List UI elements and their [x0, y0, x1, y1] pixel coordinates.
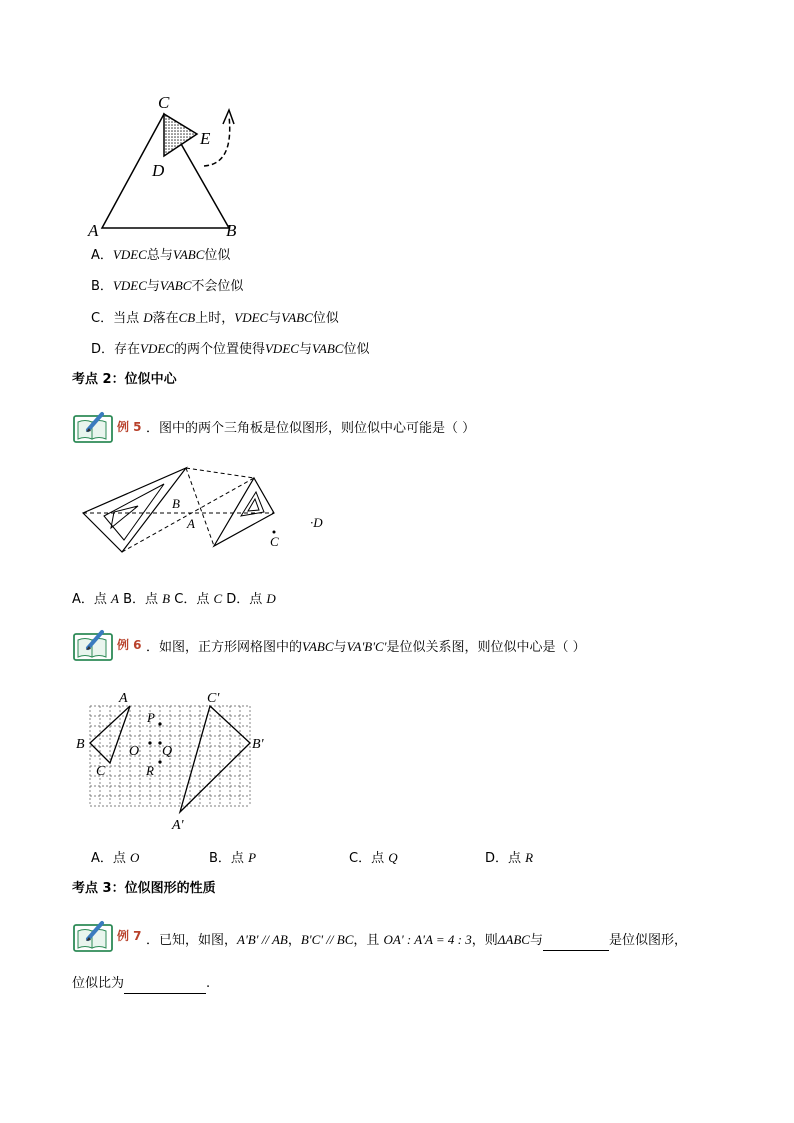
- answer-blank-2[interactable]: [124, 975, 206, 994]
- example-6-tag: 例 6: [117, 638, 142, 652]
- fig5-label-c: C: [270, 534, 279, 549]
- figure-grid: [72, 686, 282, 836]
- example-5-question: ．图中的两个三角板是位似图形，则位似中心可能是（ ）: [146, 421, 476, 436]
- fig5-label-d: ·D: [310, 515, 323, 530]
- example-6-option-b[interactable]: B．点 P: [209, 850, 257, 866]
- option-c[interactable]: C．当点 D落在CB上时，VDEC与VABC位似: [91, 310, 339, 326]
- example-7-line2: 位似比为 .: [72, 975, 210, 994]
- example-6-question: ．如图，正方形网格图中的VABC与VA'B'C'是位似关系图，则位似中心是（ ）: [146, 639, 586, 655]
- fig6-label-c-prime: C': [207, 691, 220, 706]
- label-c: C: [158, 94, 170, 112]
- option-d[interactable]: D．存在VDEC的两个位置使得VDEC与VABC位似: [91, 341, 370, 357]
- label-a: A: [88, 221, 99, 240]
- fig5-label-a: A: [187, 516, 195, 531]
- example-6-option-d[interactable]: D．点 R: [485, 850, 534, 866]
- triangle-dec-shaded: [164, 114, 197, 156]
- example-7-question: ．已知，如图，A'B' // AB，B'C' // BC，且 OA' : A'A = 4 : 3，则ΔABC与 是位似图形，: [146, 931, 687, 951]
- section-2-title: 考点 2：位似中心: [72, 372, 177, 387]
- fig6-label-r: R: [146, 763, 154, 778]
- fig6-label-p: P: [147, 710, 155, 725]
- option-b[interactable]: B．VDEC与VABC不会位似: [91, 278, 244, 294]
- example-5-options[interactable]: A．点 A B．点 B C．点 C D．点 D: [72, 591, 276, 607]
- fig6-label-q: Q: [162, 744, 173, 759]
- label-b: B: [226, 221, 237, 240]
- example-6-option-a[interactable]: A．点 O: [91, 850, 140, 866]
- example-5-tag: 例 5: [117, 420, 142, 434]
- fig5-label-b: B: [172, 496, 180, 511]
- example-7-tag: 例 7: [117, 929, 142, 943]
- option-a[interactable]: A．VDEC总与VABC位似: [91, 247, 231, 263]
- answer-blank-1[interactable]: [543, 932, 609, 951]
- fig6-label-b: B: [76, 737, 85, 752]
- fig6-label-a-prime: A': [172, 818, 184, 833]
- label-e: E: [200, 129, 211, 148]
- label-d: D: [152, 161, 165, 180]
- section-3-title: 考点 3：位似图形的性质: [72, 881, 216, 896]
- fig6-label-b-prime: B': [252, 737, 264, 752]
- figure-rotating-triangle: [84, 94, 254, 242]
- fig6-label-c: C: [96, 764, 106, 779]
- fig6-label-a: A: [119, 691, 128, 706]
- fig6-label-o: O: [129, 744, 140, 759]
- figure-two-set-squares: [78, 466, 348, 556]
- example-6-option-c[interactable]: C．点 Q: [349, 850, 398, 866]
